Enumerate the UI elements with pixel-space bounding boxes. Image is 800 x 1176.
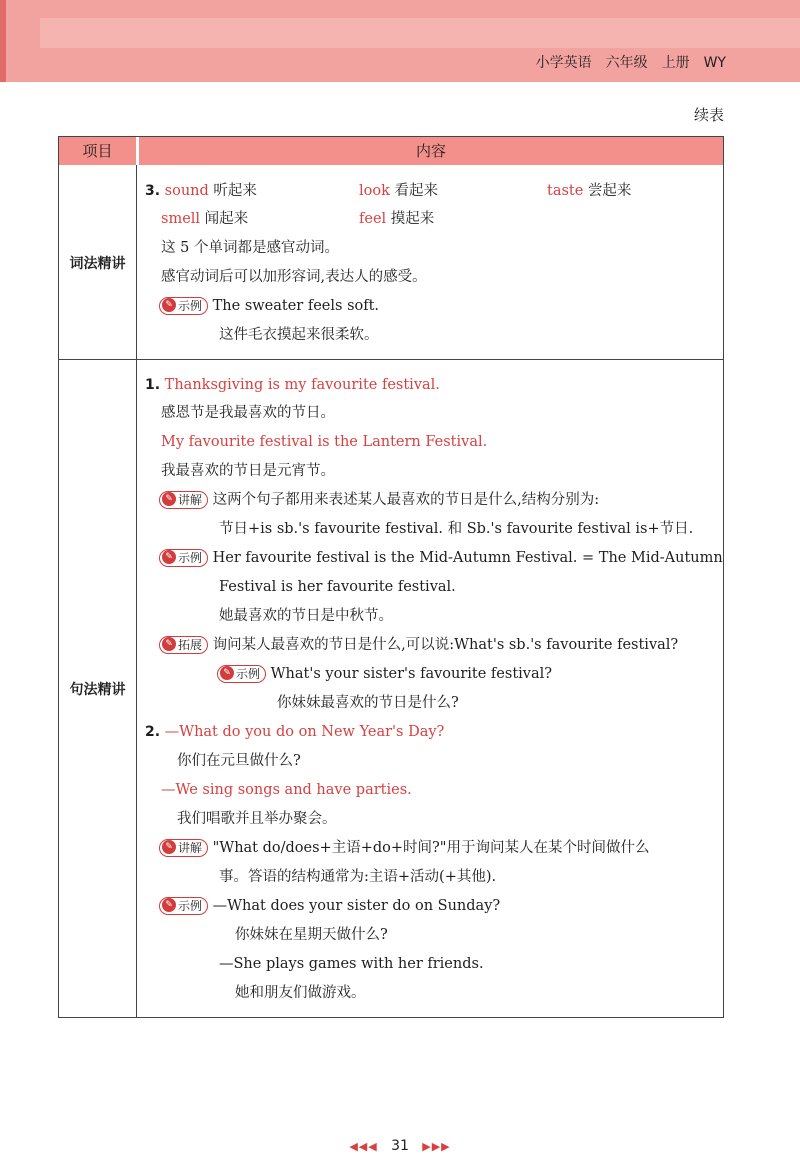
example-answer-cn: 她和朋友们做游戏。 bbox=[235, 985, 366, 1001]
page-footer bbox=[0, 1138, 800, 1154]
vocab-item-smell: smell 闻起来 bbox=[161, 211, 249, 227]
dialogue-question-cn: 你们在元旦做什么? bbox=[177, 753, 301, 769]
vocab-item-taste: taste 尝起来 bbox=[547, 183, 632, 199]
pencil-icon: ✎ bbox=[162, 840, 176, 854]
vocab-example: ✎ 示例 The sweater feels soft. bbox=[159, 296, 379, 316]
example-tag: ✎ 示例 bbox=[159, 897, 208, 915]
explanation-tag: ✎ 讲解 bbox=[159, 839, 208, 857]
example: ✎ 示例 —What does your sister do on Sunday? bbox=[159, 896, 500, 916]
content-table bbox=[58, 136, 724, 1018]
example-answer: —She plays games with her friends. bbox=[219, 956, 484, 972]
pencil-icon: ✎ bbox=[162, 298, 176, 312]
row-label-sentence: 句法精讲 bbox=[69, 682, 126, 698]
prev-arrows-icon: ◀◀◀ bbox=[349, 1140, 378, 1153]
book-info: 小学英语 六年级 上册 WY bbox=[535, 55, 726, 71]
banner-highlight bbox=[40, 18, 800, 48]
vocab-example-translation: 这件毛衣摸起来很柔软。 bbox=[219, 327, 379, 343]
extension-example: ✎ 示例 What's your sister's favourite festival? bbox=[217, 664, 552, 684]
dialogue-answer-cn: 我们唱歌并且举办聚会。 bbox=[177, 811, 337, 827]
pencil-icon: ✎ bbox=[162, 898, 176, 912]
table-header bbox=[59, 137, 723, 165]
pencil-icon: ✎ bbox=[162, 550, 176, 564]
example-tag: ✎ 示例 bbox=[217, 665, 266, 683]
extension-tag: ✎ 拓展 bbox=[159, 636, 208, 654]
banner-edge bbox=[0, 0, 6, 82]
continued-label: 续表 bbox=[693, 106, 724, 124]
example-translation: 她最喜欢的节日是中秋节。 bbox=[219, 608, 393, 624]
header-item: 项目 bbox=[82, 142, 113, 160]
vocab-note: 这 5 个单词都是感官动词。 bbox=[161, 240, 339, 256]
header-content: 内容 bbox=[415, 142, 446, 160]
vocab-item-look: look 看起来 bbox=[359, 183, 438, 199]
column-divider bbox=[136, 165, 137, 1017]
sentence-2-cn: 我最喜欢的节日是元宵节。 bbox=[161, 463, 335, 479]
row-label-vocab: 词法精讲 bbox=[69, 256, 126, 272]
explanation-tag: ✎ 讲解 bbox=[159, 491, 208, 509]
sentence-2-en: My favourite festival is the Lantern Festival. bbox=[161, 434, 488, 450]
pencil-icon: ✎ bbox=[162, 637, 176, 651]
sentence-1-cn: 感恩节是我最喜欢的节日。 bbox=[161, 405, 335, 421]
extension-example-translation: 你妹妹最喜欢的节日是什么? bbox=[277, 695, 459, 711]
row-divider bbox=[59, 359, 723, 360]
sentence-1-en: 1. Thanksgiving is my favourite festival. bbox=[145, 377, 440, 393]
vocab-item-feel: feel 摸起来 bbox=[359, 211, 435, 227]
pencil-icon: ✎ bbox=[220, 666, 234, 680]
explanation: ✎ 讲解 "What do/does+主语+do+时间?"用于询问某人在某个时间做什么 bbox=[159, 838, 649, 858]
explanation-cont: 节日+is sb.'s favourite festival. 和 Sb.'s favourite festival is+节日. bbox=[219, 521, 694, 537]
explanation-cont: 事。答语的结构通常为:主语+活动(+其他). bbox=[219, 869, 497, 885]
vocab-note: 感官动词后可以加形容词,表达人的感受。 bbox=[161, 269, 427, 285]
example: ✎ 示例 Her favourite festival is the Mid-Autumn Festival. = The Mid-Autumn bbox=[159, 548, 723, 568]
example-question-cn: 你妹妹在星期天做什么? bbox=[235, 927, 388, 943]
explanation: ✎ 讲解 这两个句子都用来表述某人最喜欢的节日是什么,结构分别为: bbox=[159, 490, 599, 510]
extension: ✎ 拓展 询问某人最喜欢的节日是什么,可以说:What's sb.'s favourite festival? bbox=[159, 635, 678, 655]
example-cont: Festival is her favourite festival. bbox=[219, 579, 456, 595]
page-number: 31 bbox=[391, 1138, 409, 1154]
vocab-item-sound: 3. sound 听起来 bbox=[145, 183, 257, 199]
dialogue-answer: —We sing songs and have parties. bbox=[161, 782, 412, 798]
pencil-icon: ✎ bbox=[162, 492, 176, 506]
example-tag: ✎ 示例 bbox=[159, 549, 208, 567]
next-arrows-icon: ▶▶▶ bbox=[422, 1140, 451, 1153]
example-tag: ✎ 示例 bbox=[159, 297, 208, 315]
dialogue-question: 2. —What do you do on New Year's Day? bbox=[145, 724, 445, 740]
